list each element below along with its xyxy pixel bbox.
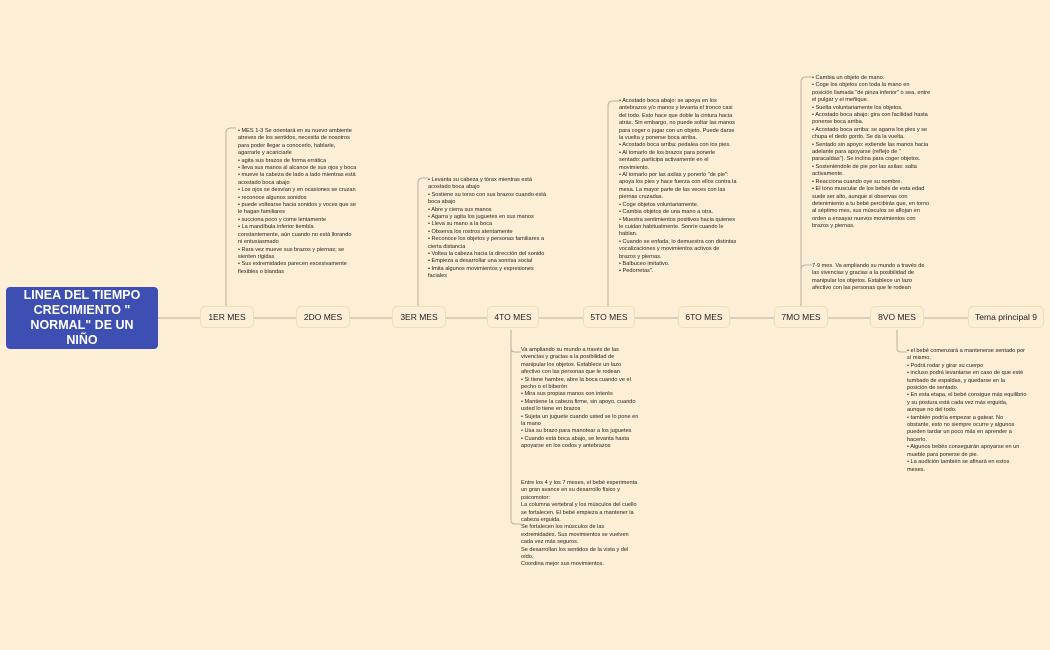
connector-mes4-note-a — [511, 330, 521, 352]
topic-mes-5[interactable]: 5TO MES — [583, 306, 635, 328]
connector-mes8-note — [897, 330, 907, 352]
topic-mes-7[interactable]: 7MO MES — [774, 306, 828, 328]
topic-mes-8[interactable]: 8VO MES — [870, 306, 924, 328]
topic-mes-3[interactable]: 3ER MES — [392, 306, 446, 328]
connector-mes4-note-b — [511, 348, 521, 524]
topic-tema-principal-9[interactable]: Tema principal 9 — [968, 306, 1044, 328]
note-mes-8[interactable]: • el bebé comenzará a mantenerse sentado por sí mismo. • Podrá rodar y girar su cuerpo • incluso podrá levantarse en caso de que esté tumbado de espaldas, y quedarse en la posición de sentado. • En esta etapa, el bebé consigue más equilibrio y su postura está cada vez más erguida, aunque no del todo. • también podría empezar a gatear. No obstante, esto no siempre ocurre y algunos pueden tardar un poco más en aprender a hacerlo. • Algunos bebés conseguirán apoyarse en un mueble para ponerse de pie. • La audición también se afinará en estos meses. — [907, 348, 1027, 473]
note-mes-7-top[interactable]: • Cambia un objeto de mano. • Coge los objetos con toda la mano en posición llamada "de pinza inferior" o sea, entre el pulgar y el meñique. • Suelta voluntariamente los objetos. • Acostado boca abajo: gira con facilidad hasta ponerse boca arriba. • Acostado boca arriba: se agarra los pies y se chupa el dedo gordo. Se da la vuelta. • Sentado sin apoyo: extiende las manos hacia adelante para apoyarse (reflejo de " paracaídas"). Se inclina para coger objetos. • Sosteniéndole de pie por las axilas: salta activamente. • Reacciona cuando oye su nombre. • El tono muscular de los bebés de esta edad suele ser alto, aunque si observas con detenimiento a tu bebé percibirás que, en torno al séptimo mes, sus músculos se aflojan en orden a ensayar nuevos movimientos con brazos y piernas. — [812, 75, 931, 230]
note-mes-4-a[interactable]: Va ampliando su mundo a través de las vivencias y gracias a la posibilidad de manipular los objetos. Establece un lazo afectivo con las personas que le rodean • Si tiene hambre, abre la boca cuando ve el pecho o el biberón • Mira sus propias manos con interés • Mantiene la cabeza firme, sin apoyo, cuando usted lo tiene en brazos • Sujeta un juguete cuando usted se lo pone en la mano • Usa su brazo para manotear a los juguetes • Cuando está boca abajo, se levanta hasta apoyarse en los codos y antebrazos — [521, 347, 639, 450]
topic-mes-6[interactable]: 6TO MES — [678, 306, 730, 328]
topic-mes-4[interactable]: 4TO MES — [487, 306, 539, 328]
note-mes-7-bottom[interactable]: 7-9 mes. Va ampliando su mundo a través de las vivencias y gracias a la posibilidad de manipular los objetos. Establece un lazo afectivo con las personas que le rodean — [812, 263, 925, 292]
note-mes-5[interactable]: • Acostado boca abajo: se apoya en los antebrazos y/o manos y levanta el tronco casi del todo. Esto hace que doble la cintura hacia atrás. Sin embargo, no puede soltar las manos para coger o jugar con un objeto. Puede darse la vuelta y ponerse boca arriba. • Acostado boca arriba: pedalea con los pies. • Al tomarlo de los brazos para ponerle sentado: participa activamente en el movimiento. • Al tomarlo por las axilas y ponerlo "de pie": apoya los pies y hace fuerza con ellos contra la mesa. La mayor parte de las veces con las piernas cruzadas. • Coge objetos voluntariamente. • Cambia objetos de una mano a otra. • Muestra sentimientos positivos hacia quienes le cuidan habitualmente. Sonríe cuando le hablan. • Cuando se enfada, lo demuestra con distintas vocalizaciones y movimientos activos de brazos y piernas. • Balbuceo imitativo. • Pedorretas". — [619, 98, 737, 275]
root-topic[interactable]: LINEA DEL TIEMPO CRECIMIENTO " NORMAL" DE UN NIÑO — [6, 287, 158, 349]
connector-mes3-note — [418, 178, 428, 306]
note-mes-1[interactable]: • MES 1-3 Se orientará en su nuevo ambiente atreves de los sentidos, necesita de nosotros para poder llegar a conocerlo, hablarle, agarrarle y acariciarle • agita sus brazos de forma errática • lleva sus manos al alcance de sus ojos y boca • mueve la cabeza de lado a lado mientras está acostado boca abajo • Los ojos se desvían y en ocasiones se cruzan • reconoce algunos sonidos • puede voltearse hacia sonidos y voces que se le hagan familiares • succiona poco y come lentamente • La mandíbula inferior tiembla constantemente, aún cuando no está llorando ni entusiasmado • Rara vez mueve sus brazos y piernas; se sienten rígidas • Sus extremidades parecen excesivamente flexibles o blandas — [238, 128, 357, 275]
connector-mes5-note — [608, 101, 619, 306]
topic-mes-2[interactable]: 2DO MES — [296, 306, 350, 328]
note-mes-4-b[interactable]: Entre los 4 y los 7 meses, el bebé experimenta un gran avance en su desarrollo físico y psicomotor: La columna vertebral y los músculos del cuello se fortalecen. El bebé empieza a mantener la cabeza erguida. Se fortalecen los músculos de las extremidades. Sus movimientos se vuelven cada vez más seguros. Se desarrollan los sentidos de la vista y del oído. Coordina mejor sus movimientos. — [521, 480, 638, 568]
note-mes-3[interactable]: • Levanta su cabeza y tórax mientras está acostado boca abajo • Sostiene su torso con sus brazos cuando está boca abajo • Abre y cierra sus manos • Agarra y agita los juguetes en sus manos • Lleva su mano a la boca • Observa los rostros atentamente • Reconoce los objetos y personas familiares a cierta distancia • Voltea la cabeza hacia la dirección del sonido • Empieza a desarrollar una sonrisa social • Imita algunos movimientos y expresiones faciales — [428, 177, 546, 280]
connector-mes7-note-top — [801, 77, 812, 306]
topic-mes-1[interactable]: 1ER MES — [200, 306, 254, 328]
connector-mes7-note-bottom — [801, 265, 812, 290]
connector-mes1-note — [226, 128, 236, 306]
